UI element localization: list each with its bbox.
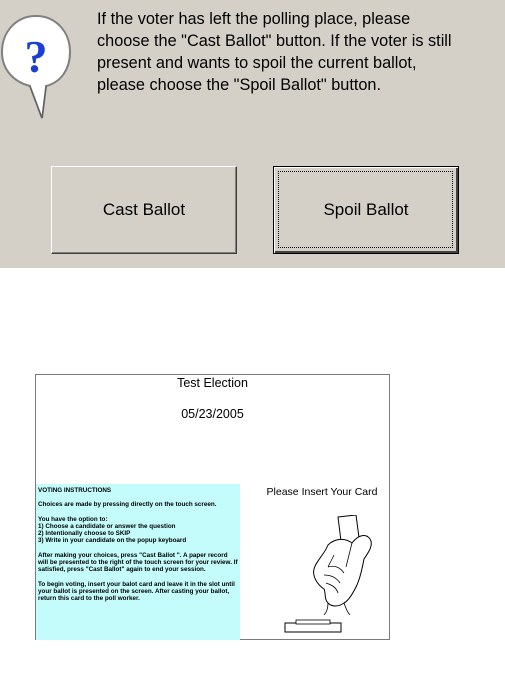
cast-ballot-button[interactable] <box>51 166 237 254</box>
voting-instructions-panel <box>36 484 240 640</box>
election-date: 05/23/2005 <box>181 407 244 421</box>
confirm-dialog <box>0 0 505 268</box>
voting-screen <box>35 374 390 640</box>
dialog-message: If the voter has left the polling place, please choose the "Cast Ballot" button. If the voter is still present and wants to spoil the current ballot, please choose the "Spoil Ballot" button. <box>97 10 452 94</box>
svg-text:?: ? <box>24 31 48 82</box>
instructions-title: VOTING INSTRUCTIONS <box>38 487 112 494</box>
instructions-intro: Choices are made by pressing directly on the touch screen. <box>38 501 217 509</box>
hand-inserting-card-icon <box>304 515 380 615</box>
card-slot-icon <box>284 619 342 633</box>
instructions-after: After making your choices, press "Cast Ballot ". A paper record will be presented to the right of the touch screen for your review. If satisfied, press "Cast Ballot" again to end your session. <box>38 551 238 574</box>
question-icon <box>0 12 72 122</box>
insert-card-prompt: Please Insert Your Card <box>266 486 378 498</box>
cast-ballot-label: Cast Ballot <box>102 200 186 219</box>
election-title: Test Election <box>177 376 248 390</box>
spoil-ballot-label: Spoil Ballot <box>323 200 409 219</box>
spoil-ballot-button[interactable] <box>273 166 459 254</box>
instructions-begin: To begin voting, insert your balot card and leave it in the slot until your ballot is presented on the screen. After casting your ballot, return this card to the poll worker. <box>38 580 235 603</box>
instructions-options: You have the option to: 1) Choose a candidate or answer the question 2) Intentionally choose to SKIP 3) Write in your candidate on the popup keyboard <box>38 515 187 545</box>
